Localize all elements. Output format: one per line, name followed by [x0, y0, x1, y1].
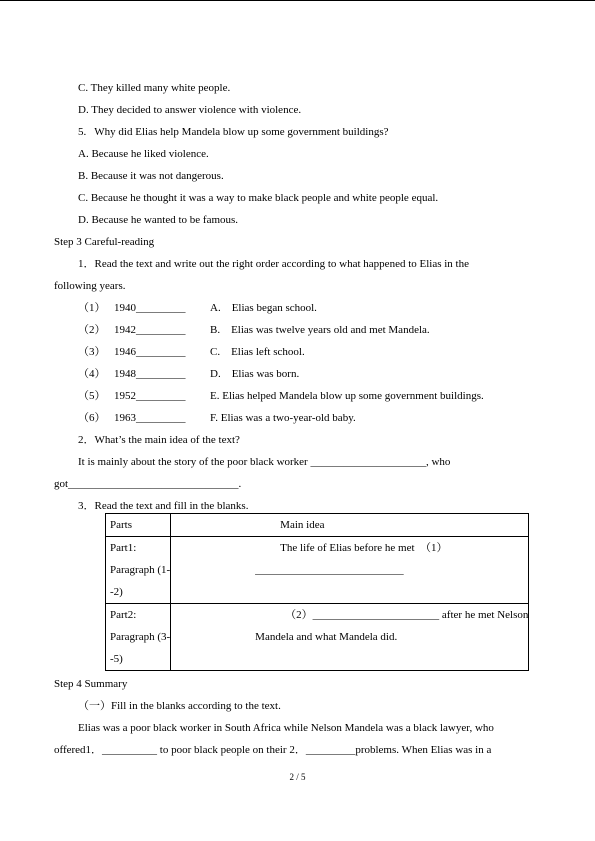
year-num-5: （5） [78, 390, 106, 402]
part2-paragraph-cont: -5) [110, 653, 123, 665]
year-num-4: （4） [78, 368, 106, 380]
table-row-part1 [106, 537, 529, 604]
task3-instruction: 3．Read the text and fill in the blanks. [78, 500, 249, 512]
header-main-idea: Main idea [280, 519, 325, 531]
event-d: D. Elias was born. [210, 368, 300, 380]
part2-idea-line1: （2）_______________________ after he met Nelson [285, 609, 529, 621]
part1-idea-blank: ___________________________ [255, 564, 404, 576]
summary-line1: Elias was a poor black worker in South Africa while Nelson Mandela was a black lawyer, who [78, 722, 494, 734]
part2-idea-line2: Mandela and what Mandela did. [255, 631, 398, 643]
table-row-part2 [106, 604, 529, 671]
event-a: A. Elias began school. [210, 302, 317, 314]
task2-line1: It is mainly about the story of the poor black worker _____________________, who [78, 456, 451, 468]
header-rule [0, 0, 595, 1]
header-parts: Parts [110, 519, 132, 531]
task2-line2: got_______________________________. [54, 478, 242, 490]
q5-option-c: C. Because he thought it was a way to make black people and white people equal. [78, 192, 439, 204]
part2-label: Part2: [110, 609, 137, 621]
year-2: 1942_________ [114, 324, 186, 336]
year-3: 1946_________ [114, 346, 186, 358]
header-parts-cell [106, 514, 171, 537]
year-1: 1940_________ [114, 302, 186, 314]
q4-option-c: C. They killed many white people. [78, 82, 231, 94]
summary-line2: offered1．__________ to poor black people on their 2．_________problems. When Elias was in a [54, 744, 492, 756]
year-num-1: （1） [78, 302, 106, 314]
year-num-2: （2） [78, 324, 106, 336]
q5-option-d: D. Because he wanted to be famous. [78, 214, 239, 226]
step3-task1-line2: following years. [54, 280, 126, 292]
step3-heading: Step 3 Careful-reading [54, 236, 155, 248]
year-num-6: （6） [78, 412, 106, 424]
event-e: E. Elias helped Mandela blow up some government buildings. [210, 390, 484, 402]
part1-cell [106, 537, 171, 604]
step4-heading: Step 4 Summary [54, 678, 128, 690]
part2-idea-cell [171, 604, 529, 671]
year-6: 1963_________ [114, 412, 186, 424]
table-header-row [106, 514, 529, 537]
year-5: 1952_________ [114, 390, 186, 402]
step3-task1-line1: 1．Read the text and write out the right order according to what happened to Elias in the [78, 258, 469, 270]
step4-subheading: （一）Fill in the blanks according to the text. [78, 700, 281, 712]
part1-idea-line1: The life of Elias before he met （1） [280, 542, 448, 554]
part2-cell [106, 604, 171, 671]
task2-question: 2．What’s the main idea of the text? [78, 434, 240, 446]
year-num-3: （3） [78, 346, 106, 358]
event-b: B. Elias was twelve years old and met Mandela. [210, 324, 430, 336]
part2-paragraph: Paragraph (3- [110, 631, 171, 643]
event-f: F. Elias was a two-year-old baby. [210, 412, 356, 424]
part1-label: Part1: [110, 542, 137, 554]
q4-option-d: D. They decided to answer violence with violence. [78, 104, 302, 116]
part1-idea-cell [171, 537, 529, 604]
q5-option-a: A. Because he liked violence. [78, 148, 209, 160]
q5-question: 5. Why did Elias help Mandela blow up some government buildings? [78, 126, 389, 138]
part1-paragraph: Paragraph (1- [110, 564, 171, 576]
year-4: 1948_________ [114, 368, 186, 380]
part1-paragraph-cont: -2) [110, 586, 123, 598]
page-number: 2 / 5 [289, 772, 306, 782]
q5-option-b: B. Because it was not dangerous. [78, 170, 224, 182]
parts-table [105, 513, 529, 671]
header-main-cell [171, 514, 529, 537]
event-c: C. Elias left school. [210, 346, 305, 358]
